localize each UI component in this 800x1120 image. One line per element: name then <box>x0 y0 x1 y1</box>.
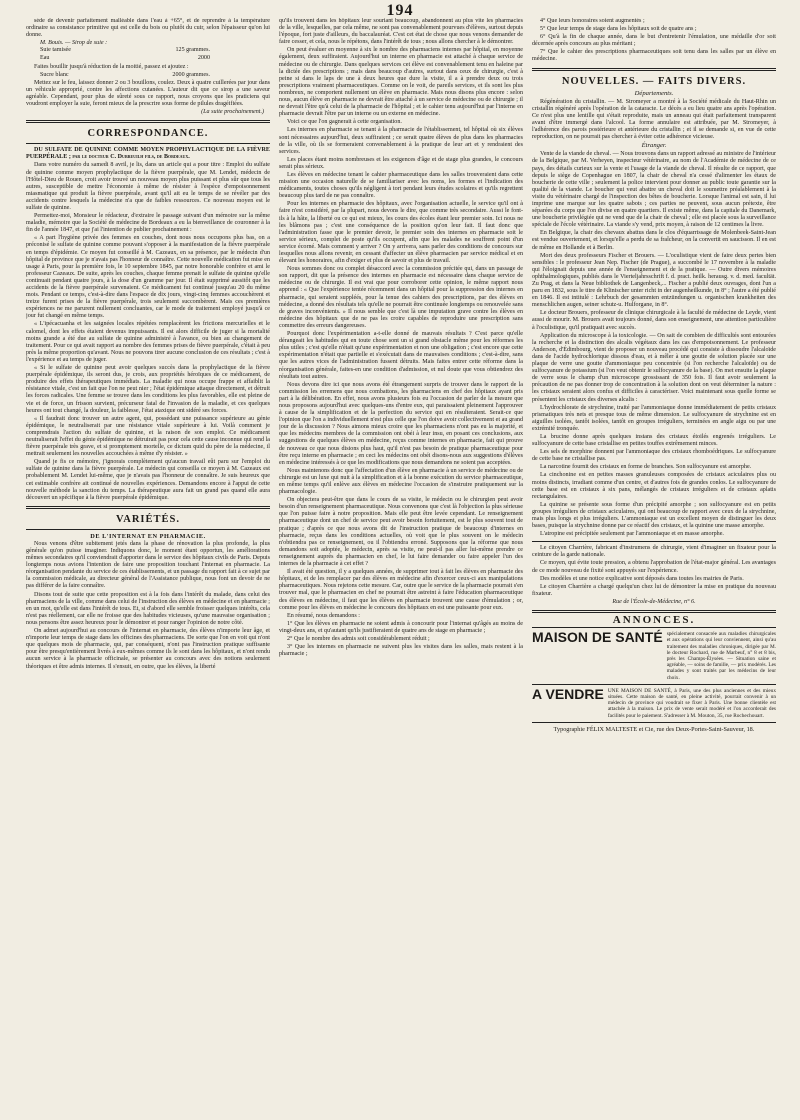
paragraph: Des modèles et une notice explicative sont déposés dans toutes les mairies de Paris. <box>540 575 744 582</box>
paragraph: « A part l'hygiène privée des femmes en couches, dont nous nous occupons plus bas, on a préconisé le sulfate de quinine comme pouvant s'opposer à la manifestation de la fièvre puerpérale en temps d'épidémie. Ce moyen fut conseillé à M. Cazeaux, en sa présence, par le médecin d'un hôpital de province que je n'avais pas l'honneur de connaître. Cette nouvelle médication fut mise en usage à Paris, pour la première fois, le 10 septembre 1845, par notre honorable confrère et ami le professeur Cazeaux. De suite, après les couches, chaque femme prenait le sulfate de quinine qu'elle continuait pendant quatre jours, à la dose d'un gramme par jour. Il était supprimé aussitôt que les accidents de la fièvre puerpérale survenaient. Ce médicament fut continué jusqu'au 20 du même mois. Pendant ce temps, c'est-à-dire dans l'espace de dix jours, vingt-cinq femmes accouchèrent et treize furent prises de la fièvre puerpérale, trois seulement succombèrent. Mais ces premières expériences ne me parurent nullement concluantes, car le mode de traitement employé jusqu'à ce jour fut changé en même temps. <box>26 235 270 320</box>
paragraph: « Si le sulfate de quinine peut avoir quelques succès dans la prophylactique de la fièvre puerpérale épidémique, ils seront dus, je crois, aux propriétés héroïques de ce médicament, de produire des effets thérapeutiques immédiats. La maladie qui nous occupe frappe et affaiblit la résistance vitale, c'est un fait que l'on ne peut nier ; l'état épidémique attaque directement, et détruit les forces radicales. Une femme se trouve dans les conditions les plus favorables, elle est pleine de vie et de force, un frisson survient, précurseur fatal de l'invasion de la maladie, et ces quelques heures ont tout changé, la douleur, la faiblesse, l'état ataxique ont sidéré ses forces. <box>26 365 270 414</box>
paragraph: L'hydrochlorate de strychnine, traité par l'ammoniaque donne immédiatement de petits cristaux prismatiques très nets et presque tous de même dimension. Le sulfocyanure de strychnine est en aiguilles isolées, tantôt isolées, tantôt en groupes irréguliers, terminées en angle aigu ou par une extrémité tronquée. <box>532 404 776 432</box>
paragraph: Nous venons d'être subitement jetés dans la phase de rénovation la plus profonde, la plus générale qu'on puisse imaginer. Indiquons donc, le moment étant opportun, les améliorations mêmes secondaires qu'il conviendrait d'apporter dans le service des hôpitaux civils de Paris. Depuis longtemps nous avions l'intention de faire une proposition touchant l'internat en pharmacie. La réorganisation pendante du service de ces établissements, et un passage du rapport fait à ce sujet par la commission médicale, au directeur général de l'Assistance publique, nous font un devoir de ne pas différer de la faire connaître. <box>26 540 270 590</box>
page-number: 194 <box>386 2 414 19</box>
recipe-ingredient: Eau <box>40 55 50 62</box>
paragraph: Les sels de morphine donnent par l'ammoniaque des cristaux rhomboédriques. Le sulfocyanure de cette base ne cristallise pas. <box>532 449 776 463</box>
boil-note: Faites bouillir jusqu'à réduction de la moitié, passez et ajoutez : <box>34 63 189 70</box>
suite-note: (La suite prochainement.) <box>201 109 264 116</box>
list-item: 2° Que le nombre des admis soit considérablement réduit ; <box>287 635 430 642</box>
paragraph: La quinine se présente sous forme d'un précipité amorphe ; son sulfocyanure est en petits groupes irréguliers de cristaux aciculaires, qui ont beaucoup de rapport avec ceux de la strychnine, mais plus longs et plus irréguliers. L'ammoniaque est un excellent moyen de distinguer les deux bases, puisque la strychnine donne par ce réactif des cristaux, et la quinine une masse amorphe. <box>532 501 776 530</box>
divider <box>26 120 270 123</box>
annonces-title: ANNONCES. <box>612 614 696 627</box>
paragraph: « Il faudrait donc trouver un autre agent, qui, possédant une puissance supérieure au génie épidémique, le neutraliserait par une résistance vitale supérieure à lui. Voilà comment je comprendrais l'action du sulfate de quinine, et la raison de son emploi. Ce médicament neutraliserait l'effet du génie épidémique ne détruirait pas pour cela cette cause inconnue qui rend la fièvre puerpérale très grave, et si promptement mortelle, ce dictum quid du père de la médecine, il mettrait seulement les nouvelles accouchées à même d'y résister. » <box>26 415 270 458</box>
list-item: 3° Que les internes en pharmacie ne suivent plus les visites dans les salles, mais restent à la pharmacie ; <box>279 644 523 658</box>
paragraph: Nous maintenons donc que l'affectation d'un élève en pharmacie à un service de médecine ou de chirurgie est un luxe qui nuit à la simplification et à la bonne exécution du service pharmaceutique, en même temps qu'il enlève aux élèves en médecine l'occasion de s'instruire pratiquement sur la pharmacologie. <box>279 467 523 496</box>
paragraph: L'atropine est précipitée seulement par l'ammoniaque et en masse amorphe. <box>540 531 724 538</box>
recipe-line <box>40 55 210 62</box>
advertisement <box>532 685 776 719</box>
divider <box>532 610 776 613</box>
ad-body: UNE MAISON DE SANTÉ, à Paris, une des plus anciennes et des mieux situées. Cette maison de santé, en pleine activité, pourrait convenir à un médecin de province qui voudrait se fixer à Paris. Une bonne clientèle est attachée à la maison. Le prix de vente serait modéré et l'on accorderait des facilités pour le paiement. S'adresser à M. Mouton, 35, rue Rochechouart. <box>607 687 776 719</box>
list-item: 4° Que leurs honoraires soient augmentés ; <box>540 18 645 24</box>
divider <box>532 684 776 685</box>
list-item: 7° Que le cahier des prescriptions pharmaceutiques soit tenu dans les salles par un élève en médecine. <box>532 49 776 63</box>
paragraph: On objectera peut-être que dans le cours de sa visite, le médecin ou le chirurgien peut avoir besoin d'un renseignement pharmaceutique. Nous convenons que c'est là l'objection la plus sérieuse que l'on puisse faire à notre proposition. Mais elle peut être levée cependant. Le renseignement pharmaceutique dont un chef de service peut avoir besoin fortuitement, est le plus souvent tout de pratique ; d'après ce que nous avons dit de l'instruction pratique de beaucoup d'internes en pharmacie, reçus dans les conditions actuelles, où voit que le plus souvent on le médecin n'obtiendra pas ce renseignement, ou il l'obtiendra erroné. Supposons que la réforme que nous demandons soit adoptée, le médecin, après sa visite, ne peut-il pas aller lui-même prendre ce renseignement auprès du pharmacien en chef, le lui faire demander ou faire appeler l'un des internes de la pharmacie à cet effet ? <box>279 497 523 568</box>
paragraph: Pourquoi donc l'expérimentation a-t-elle donné de mauvais résultats ? C'est parce qu'elle dérangeait les habitudes qui en toute chose sont un si grand obstacle même pour les réformes les plus utiles ; c'est qu'elle n'était qu'une expérimentation et non une obligation ; c'est encore que cette expérimentation n'était que partielle et s'exécutait dans de mauvaises conditions ; c'est-à-dire, sans que les autres vices de l'administration fussent détruits. Mais faites entrer cette réforme dans la réorganisation générale, faites-en une condition d'admission, et nul doute que vous obtiendrez des résultats tout autres. <box>279 331 523 380</box>
subsection-title: DE L'INTERNAT EN PHARMACIE. <box>90 532 206 540</box>
recipe-ingredient: Sucre blanc <box>40 71 69 78</box>
paragraph: Permettez-moi, Monsieur le rédacteur, d'extraire le passage suivant d'un mémoire sur la même maladie, mémoire que la Société de médecine de Bordeaux a eu la bienveillance de couronner à la fin de l'année 1847, et que j'ai l'intention de publier prochainement : <box>26 213 270 234</box>
paragraph: Il avait été question, il y a quelques années, de supprimer tout à fait les élèves en pharmacie des hôpitaux, et de les remplacer par des élèves en médecine afin d'exercer ceux-ci aux manipulations pharmaceutiques. Nous rejetons cette mesure. Car, outre que le service de la pharmacie pourrait s'en trouver mal, que le pharmacien en chef ne pourrait être astreint à faire l'éducation pharmaceutique des élèves en médecine, il faut que les élèves en pharmacie trouvent une cause d'émulation ; or, comme pour les élèves en médecine le concours des hôpitaux en est une puissante pour eux. <box>279 569 523 611</box>
paragraph: Voici ce que l'on gagnerait à cette organisation. <box>287 119 402 126</box>
paragraph: En résumé, nous demandons : <box>287 612 360 619</box>
paragraph: Disons tout de suite que cette proposition est à la fois dans l'intérêt du malade, dans celui des pharmaciens de la ville, comme dans celui de l'instruction des élèves en médecine et en pharmacie ; en un mot, qu'elle est dans l'intérêt de tous. Et, si d'abord elle semble froisser quelques intérêts, cela n'est pas réellement, car elle ne froisse que des habitudes vicieuses, qu'une mauvaise organisation ; nous pensons être assez heureux pour le démontrer et pour ranger l'opinion de notre côté. <box>26 591 270 626</box>
column-2 <box>279 18 523 1100</box>
paragraph: Ce moyen, qui évite toute pression, a obtenu l'approbation de l'état-major général. Les avantages de ce mode nouveau de fixité sont appuyés sur l'expérience. <box>532 560 776 574</box>
paragraph: En Belgique, la chair des chevaux abattus dans le clos d'équarrissage de Molenbeek-Saint-Jean est vendue ouvertement, et lorsqu'elle a perdu de sa fraîcheur, on la convertit en saucisson. Il en est de même en Hollande et à Berlin. <box>532 230 776 251</box>
recipe-quantity: 125 grammes. <box>175 47 210 54</box>
section-title-correspondance: CORRESPONDANCE. <box>87 128 209 140</box>
paragraph: Mort des deux professeurs Fischer et Brouers. — L'oculistique vient de faire deux pertes bien sensibles : le professeur Jean Nep. Fischer (de Prague), a succombé le 17 novembre à la maladie qui l'éloignait depuis une année de l'enseignement et de la pratique. — Outre divers mémoires ophthalmologiques, publiés dans le Vierteljahrsschrift f. d. pract. heilk. herausg. v. d. med. facultät. Zu Prag, et dans la Neue bibliothek de Langenbeck,... Fischer a publié deux ouvrages, dont l'un a paru en 1832, sous le titre de Klinischer unter richt in der augenheilkunde, in 8° ; l'autre a été publié en 1846. Il est intitulé : Lehrbuch der gesammten entzündungen u. organischen krankheiten des menschlichen augen, seiner schutz-u. Hulforgane, in 8°. <box>532 252 776 309</box>
recipe-ingredient: Suie tamisée <box>40 47 71 54</box>
section-title-varietes: VARIÉTÉS. <box>116 513 180 525</box>
divider <box>532 722 776 723</box>
paragraph: On admet aujourd'hui au concours de l'internat en pharmacie, des élèves n'importe leur âge, et n'importe leur temps de stage dans les officines des pharmaciens. De sorte que l'on en voit qui n'ont que quelques mois de pharmacie, qui, par conséquent, n'ont pas l'instruction pratique suffisante pour être presqu'entièrement livrés à eux-mêmes comme ils le sont dans les hôpitaux, et n'ont rendu aucun service à la pharmacie officinale, se présenter au concours avec des notions seulement théoriques et être admis internes. Il s'ensuit, en outre, que les élèves, la liberté <box>26 628 270 670</box>
recipe-quantity: 2000 <box>197 55 210 62</box>
paragraph: Les élèves en médecine tenant le cahier pharmaceutique dans les salles trouveraient dans cette mission une occasion naturelle de se familiariser avec les noms, les formes et l'indication des médicaments, toutes choses qu'ils négligent à tort pendant leurs études scolaires et qu'ils regrettent beaucoup plus tard de ne pas connaître. <box>279 171 523 200</box>
subsection-etranger: Étranger. <box>641 142 667 150</box>
divider <box>26 529 270 530</box>
paragraph: qu'ils trouvent dans les hôpitaux leur souriant beaucoup, abandonnent au plus vite les pharmacies de la ville, lesquelles, par cela même, ne sont pas convenablement pourvues d'élèves, surtout depuis l'époque, fort juste d'ailleurs, du baccalauréat. C'est cet état de chose que nous venons demander de faire cesser, et cela, nous le répétons, dans l'intérêt de tous ; nous allons chercher à le démontrer. <box>279 18 523 46</box>
divider <box>26 506 270 509</box>
paragraph: Pour les internes en pharmacie des hôpitaux, avec l'organisation actuelle, le service qu'il ont à faire n'est considéré, par la plupart, nous devons le dire, que comme très secondaire. Aussi le font-ils à la hâte, la liberté ou ce qui est mieux, les cours des écoles étant leur premier soin. Ici nous ne les blâmons pas ; c'est une conséquence de la position qu'on leur fait. Il faut donc que l'administration fasse que le premier devoir, le premier soin des internes en pharmacie soit le service sérieux, complet de poste qu'ils occupent, afin que les malades ne souffrent point d'un service écorné. Mais comment y arriver ? On y arrivera, sans parler des conditions de concours sur lesquelles nous allons revenir, en cessant d'affecter un élève pharmacien par service médical et en élevant les honoraires, afin d'exiger et plus de savoir et plus de travail. <box>279 201 523 265</box>
paragraph: Les internes en pharmacie se tenant à la pharmacie de l'établissement, tel hôpital où six élèves sont nécessaires aujourd'hui, deux suffiraient ; ce serait quatre élèves de plus dans les pharmacies de la ville, où ils se formeraient convenablement à la pratique de leur art et y rendraient des services. <box>279 127 523 155</box>
correspondance-heading: DU SULFATE DE QUININE COMME MOYEN PROPHYLACTIQUE DE LA FIÈVRE PUERPÉRALE ; par le docteur C. Dubreuilh fils, de Bordeaux. <box>26 147 270 161</box>
paragraph: Dans votre numéro du samedi 8 avril, je lis, dans un article qui a pour titre : Emploi du sulfate de quinine comme moyen prophylactique de la fièvre puerpérale, que M. Lendet, médecin de l'Hôtel-Dieu de Rouen, croit avoir trouvé un nouveau moyen plus puissant et plus sûr que tous les autres, susceptible de mettre l'économie à même de résister à l'espèce d'empoisonnement miasmatique qui produit la fièvre puerpérale, avant qu'il ait eu le temps de se révéler par des accidents contre lesquels la médecine n'a que de faibles ressources. Ce nouveau moyen est le sulfate de quinine. <box>26 162 270 211</box>
paragraph: Régénération du cristallin. — M. Stromeyer a montré à la Société médicale du Haut-Rhin un cristallin régénéré après l'opération de la cataracte. Le décès a eu lieu quatre ans après l'opération. Ce n'est plus une lentille qui s'était reproduite, mais un anneau qui était parfaitement transparent avant d'être immergé dans l'alcool. La forme annulaire est attribuée, par M. Stromeyer, à l'adhérence des parois postérieure et antérieure du cristallin ; et il se demande si, en vue de cette reproduction, on ne pourrait pas chercher à éviter cette adhérence vicieuse. <box>532 98 776 141</box>
advertisement <box>532 631 776 681</box>
divider <box>532 627 776 628</box>
paragraph: Application du microscope à la toxicologie. — On sait de combien de difficultés sont entourées la recherche et la distinction des alcalis végétaux dans les cas d'empoisonnement. Le professeur Anderson, d'Édimbourg, vient de proposer un nouveau procédé qui consiste à dissoudre l'alcaloïde dans de l'acide hydrochlorique dissous d'eau, et à mêler à une goutte de solution placée sur une plaque de verre une goutte d'ammoniaque peu concentrée (si l'on recherche l'alcaloïde) ou de sulfocyanure de potassium (si l'on veut obtenir le sulfocyanure de la base). On met ensuite la plaque de verre sous le champ d'un microscope grossissant de 350 fois. Il faut avoir seulement la précaution de ne pas donner trop de concentration à la solution dont on veut déterminer la nature : les cristaux seraient alors confus et difficiles à caractériser. Voici maintenant sous quelle forme se présentent les cristaux des diverses alcalis : <box>532 332 776 403</box>
paragraph: Nous devons dire ici que nous avons été étrangement surpris de trouver dans le rapport de la commission les erremens que nous combattons, les pharmaciens en chef des hôpitaux ayant pris part à la délibération. En effet, nous avons plusieurs fois eu l'occasion de parler de la mesure que nous proposons aujourd'hui avec quelques-uns d'entre eux, qui paraissaient pleinement l'approuver à cause de la simplification et de la perfection du service qui en résulteraient. Serait-ce que l'opinion que l'on a individuellement n'est plus celle que l'on doive avoir collectivement et au grand jour de la discussion ? Nous aimons mieux croire que les pharmaciens n'ont pas eu la majorité, et que les médecins membres de la commission ont obéi à leur insu, en posant ces conclusions, aux suggestions de quelques élèves en médecine, reçus comme internes en pharmacie, fait qui prouve de nouveau ce que nous disions plus haut, qu'il n'est pas besoin de pratique pharmaceutique pour être reçu interne en pharmacie ; en ceci les médecins ont obéi disons-nous aux suggestions d'élèves en médecine intéressés à ce que les modifications que nous demandons ne soient pas acceptées. <box>279 381 523 466</box>
printer-footer: Typographie FÉLIX MALTESTE et Cie, rue des Deux-Portes-Saint-Sauveur, 18. <box>553 725 755 733</box>
column-1 <box>26 18 270 1100</box>
divider <box>532 68 776 71</box>
recipe-final: Mettez sur le feu, laissez donner 2 ou 3 bouillons, coulez. Deux à quatre cuillerées par jour dans un véhicule approprié, contre les affections cutanées. L'auteur dit que ce sirop a une saveur agréable. Cependant, pour plus de sûreté sous ce rapport, nous croyons que les praticiens qui voudront employer la suie, feront mieux de la prescrire sous forme de pilules dragéifiées. <box>26 79 270 108</box>
recipe-line <box>40 72 210 79</box>
ad-headline: MAISON DE SANTÉ <box>532 629 663 646</box>
paragraph: La cinchonine est en petites masses granuleuses composées de cristaux aciculaires plus ou moins distincts, irradiant comme d'un centre, et d'autres fois de grandes conlos. Le sulfocyanure de cette base est en cristaux à six pans, mélangés de cristaux irréguliers et de cristaux aplatis rectangulaires. <box>532 472 776 500</box>
recipe-heading: M. Bouis. — Sirop de suie : <box>40 40 108 47</box>
paragraph: La narcotine fournit des cristaux en forme de branches. Son sulfocyanure est amorphe. <box>540 464 752 471</box>
ad-body: spécialement consacrée aux maladies chirurgicales et aux opérations qui leur conviennent, ainsi qu'au traitement des maladies chroniques, dirigée par M. le docteur Rochard, rue de Marbeuf, n° 8 et 8 bis, près les Champs-Élysées. — Situation saine et agréable, — soins de famille, — prix modérés. Les malades y sont traités par les médecins de leur choix. <box>666 631 776 681</box>
paragraph: « L'ipécacuanha et les saignées locales répétées remplacèrent les frictions mercurielles et le calomel, dont les effets étaient devenus impuissants. Il est alors difficile de juger si la mortalité moins grande a été due au sulfate de quinine administré à l'avance, ou bien au changement de traitement. Pour ce qui avait rapport au nombre des femmes prises de fièvre puerpérale, c'était à peu près la même proportion qu'avant. Nous ne pouvons tirer aucune conclusion de ces résultats ; c'est à l'expérience et au temps de juger. <box>26 321 270 363</box>
list-item: 5° Que leur temps de stage dans les hôpitaux soit de quatre ans ; <box>540 26 697 33</box>
columns <box>26 18 776 1100</box>
ad-headline: A VENDRE <box>532 685 604 702</box>
section-title-nouvelles: NOUVELLES. — FAITS DIVERS. <box>561 75 747 87</box>
paragraph: Le docteur Brouers, professeur de clinique chirurgicale à la faculté de médecine de Leyde, vient aussi de mourir. M. Brouers avait toujours donné, dans son enseignement, une attention particulière à l'oculistique, qu'il pratiquait avec succès. <box>532 310 776 331</box>
column-3 <box>532 18 776 1100</box>
address-line: Rue de l'École-de-Médecine, n° 6. <box>612 598 696 605</box>
divider <box>532 541 776 542</box>
paragraph: La brucine donne après quelques instans des cristaux étoilés engrenés irréguliers. Le sulfocyanure de cette base cristallise en petites touffes extrêmement minces. <box>532 433 776 448</box>
list-item: 6° Qu'à la fin de chaque année, dans le but d'entretenir l'émulation, une médaille d'or soit décernée après concours au plus méritant ; <box>532 34 776 48</box>
intro-paragraph: séde de devenir parfaitement malléable dans l'eau à +65°, et de reprendre à la température ordinaire sa consistance primitive qui est celle du bois ou plutôt du cuir, selon l'épaisseur qu'on lui donne. <box>26 18 270 39</box>
paragraph: Les places étant moins nombreuses et les exigences d'âge et de stage plus grandes, le concours serait plus sérieux. <box>279 156 523 170</box>
paragraph: On peut évaluer en moyenne à six le nombre des pharmaciens internes par hôpital, en moyenne également, deux suffiraient. Aujourd'hui un interne en pharmacie est attaché à chaque service de médecine ou de chirurgie. Dans quelques services cet élève est convenablement tenu en haleine par la dictée des prescriptions ; mais dans beaucoup d'autres, surtout dans ceux de chirurgie, c'est à peine si dans le laps de une à deux heures que dure la visite, il a à prendre deux ou trois prescriptions vraiment pharmaceutiques. Comme on le voit, de pareils services, et ils sont les plus nombreux, ne comportent nullement un élève en pharmacie. Mais nous disons plus encore : selon nous, aucun élève en pharmacie ne devrait être attaché à un service de médecine ou de chirurgie ; il ne devrait l'être qu'à celui de la pharmacie de l'hôpital ; et le cahier tenu aujourd'hui par l'interne en pharmacie devrait l'être par un interne ou un externe en médecine. <box>279 47 523 118</box>
list-item: 1° Que les élèves en pharmacie ne soient admis à concourir pour l'internat qu'âgés au moins de vingt-deux ans, et qu'autant qu'ils justifieraient de quatre ans de stage en pharmacie ; <box>279 620 523 634</box>
paragraph: Le citoyen Charrière a chargé quelqu'un chez lui de démontrer la mise en pratique du nouveau fixateur. <box>532 583 776 597</box>
divider <box>26 143 270 144</box>
recipe-line <box>40 47 210 54</box>
paragraph: Quand je fis ce mémoire, j'ignorais complètement qu'aucun travail eût paru sur l'emploi du sulfate de quinine dans la fièvre puerpérale. Le médecin qui conseilla ce moyen à M. Cazeaux est probablement M. Lendet lui-même, que je n'avais pas l'honneur de connaître. Je suis heureux que cet estimable confrère ait continué de nouvelles expériences. Demandons encore à l'appui de cette nouvelle méthode la sanction du temps. La thérapeutique aura fait un grand pas quand elle aura découvert un spécifique à la fièvre puerpérale épidémique. <box>26 459 270 501</box>
recipe-quantity: 2000 grammes. <box>172 71 210 78</box>
subsection-departements: Départements. <box>634 89 674 97</box>
paragraph: Vente de la viande de cheval. — Nous trouvons dans un rapport adressé au ministre de l'intérieur de la Belgique, par M. Verheyen, inspecteur vétérinaire, au nom de l'Académie de médecine de ce pays, des détails curieux sur la vente et l'usage de la viande de cheval. Il résulte de ce rapport, que depuis le siège de Copenhague en 1807, la chair de cheval n'a cessé d'alimenter les étaux de boucherie de cette ville ; seulement la police intervient pour donner au public toute garantie sur la qualité de la viande. Le boucher qui veut abattre un cheval doit le soumettre préalablement à la visite du vétérinaire chargé de l'inspection des bêtes de boucherie. Lorsque l'animal est sain, il lui imprime une marque sur les quatre sabots ; ces parties ne peuvent, sous aucun prétexte, être séparées du corps que l'on divise en quatre quartiers. Il existe même, dans la capitale du Danemark, une boucherie privilégiée qui ne vend que de la chair de cheval ; elle est placée sous la surveillance spéciale de l'école vétérinaire. La viande s'y vend, prix moyen, à raison de 12 centimes la livre. <box>532 151 776 229</box>
paragraph: Le citoyen Charrière, fabricant d'instrumens de chirurgie, vient d'imaginer un fixateur pour la ceinture de la garde nationale. <box>532 545 776 559</box>
paragraph: Nous sommes donc ou complet désaccord avec la commission précitée qui, dans un passage de son rapport, dit que la présence des internes en pharmacie est nécessaire dans chaque service de médecine ou de chirurgie. Il est vrai que pour corroborer cette opinion, le même rapport nous apprend : « Que l'expérience tentée récemment dans un hôpital pour la suppression des internes en pharmacie, qui seraient suppléés, pour la tenue des cahiers des prescriptions, par des élèves en médecine, a donné des résultats tels qu'elle ne pourrait être continuée longtemps ou renouvelée sans de graves inconvénients. » Il nous semble que c'est là une imputation grave contre les élèves en médecine des hôpitaux que de ne pas les croire capables de reproduire une prescription sans commettre des erreurs dangereuses. <box>279 266 523 329</box>
